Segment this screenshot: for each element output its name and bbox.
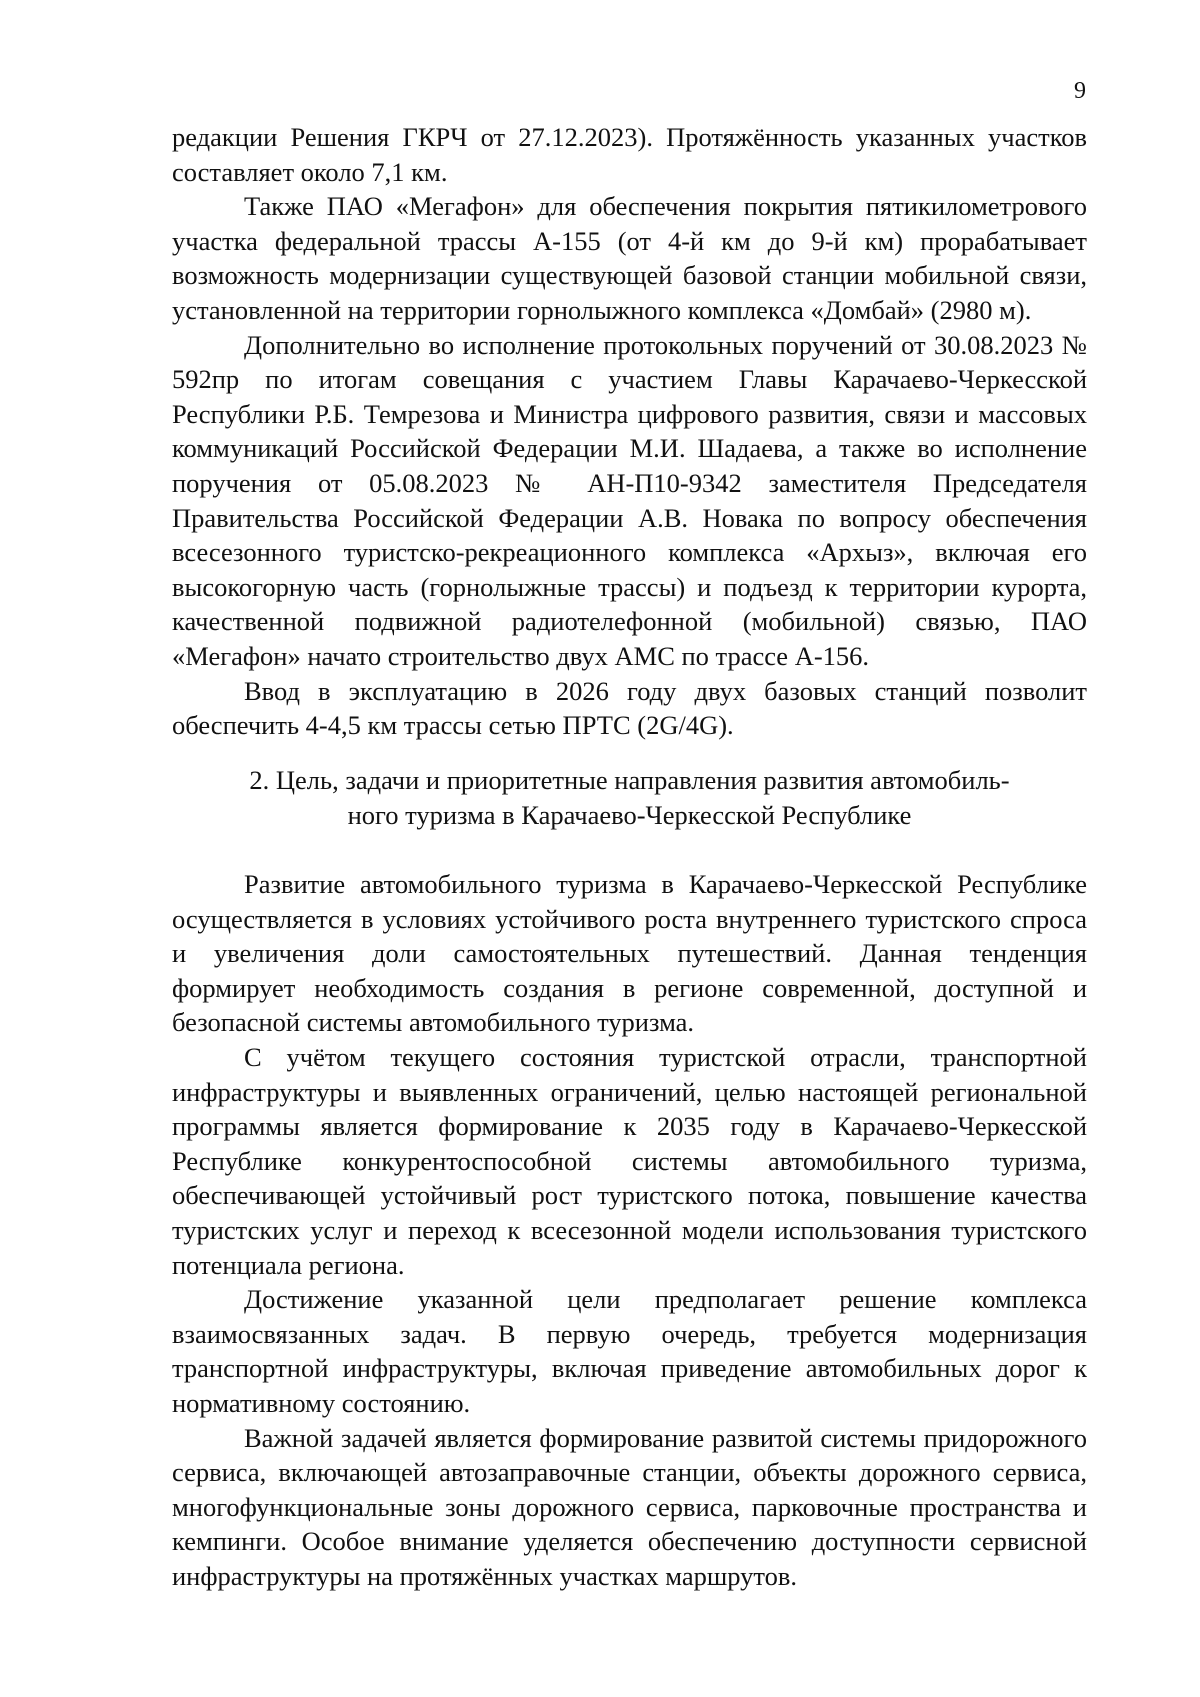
paragraph: Развитие автомобильного туризма в Карачаево-Черкесской Республике осуществляется в условиях устойчивого роста внутреннего туристского спроса и увеличения доли самостоятельных путешествий. Данная тенденция формирует необходимость создания в регионе современной, доступной и безопасной системы автомобильного туризма.: [172, 869, 1087, 1038]
paragraph: Ввод в эксплуатацию в 2026 году двух базовых станций позволит обеспечить 4-4,5 км трассы сетью ПРТС (2G/4G).: [172, 675, 1087, 741]
section-2-text: [172, 867, 1087, 1593]
paragraph: С учётом текущего состояния туристской отрасли, транспортной инфраструктуры и выявленных ограничений, целью настоящей региональной программы является формирование к 2035 году в Карачаево-Черкесской Республике конкурентоспособной системы автомобильного туризма, обеспечивающей устойчивый рост туристского потока, повышение качества туристских услуг и переход к всесезонной модели использования туристского потенциала региона.: [172, 1041, 1087, 1280]
page-number: 9: [1074, 78, 1086, 104]
paragraph: редакции Решения ГКРЧ от 27.12.2023). Протяжённость указанных участков составляет около 7,1 км.: [172, 122, 1087, 187]
section-1-text: [172, 120, 1087, 743]
paragraph: Также ПАО «Мегафон» для обеспечения покрытия пятикилометрового участка федеральной трассы А-155 (от 4-й км до 9-й км) прорабатывает возможность модернизации существующей базовой станции мобильной связи, установленной на территории горнолыжного комплекса «Домбай» (2980 м).: [172, 191, 1087, 325]
paragraph: Дополнительно во исполнение протокольных поручений от 30.08.2023 № 592пр по итогам совещания с участием Главы Карачаево-Черкесской Республики Р.Б. Темрезова и Министра цифрового развития, связи и массовых коммуникаций Российской Федерации М.И. Шадаева, а также во исполнение поручения от 05.08.2023 № АН-П10-9342 заместителя Председателя Правительства Российской Федерации А.В. Новака по вопросу обеспечения всесезонного туристско-рекреационного комплекса «Архыз», включая его высокогорную часть (горнолыжные трассы) и подъезд к территории курорта, качественной подвижной радиотелефонной (мобильной) связью, ПАО «Мегафон» начато строительство двух АМС по трассе А-156.: [172, 329, 1087, 671]
section-heading-line: ного туризма в Карачаево-Черкесской Республике: [347, 799, 912, 830]
section-heading: [172, 763, 1087, 832]
paragraph: Достижение указанной цели предполагает решение комплекса взаимосвязанных задач. В первую очередь, требуется модернизация транспортной инфраструктуры, включая приведение автомобильных дорог к нормативному состоянию.: [172, 1284, 1087, 1418]
section-heading-line: 2. Цель, задачи и приоритетные направления развития автомобиль-: [249, 765, 1010, 795]
paragraph: Важной задачей является формирование развитой системы придорожного сервиса, включающей автозаправочные станции, объекты дорожного сервиса, многофункциональные зоны дорожного сервиса, парковочные пространства и кемпинги. Особое внимание уделяется обеспечению доступности сервисной инфраструктуры на протяжённых участках маршрутов.: [172, 1422, 1087, 1591]
